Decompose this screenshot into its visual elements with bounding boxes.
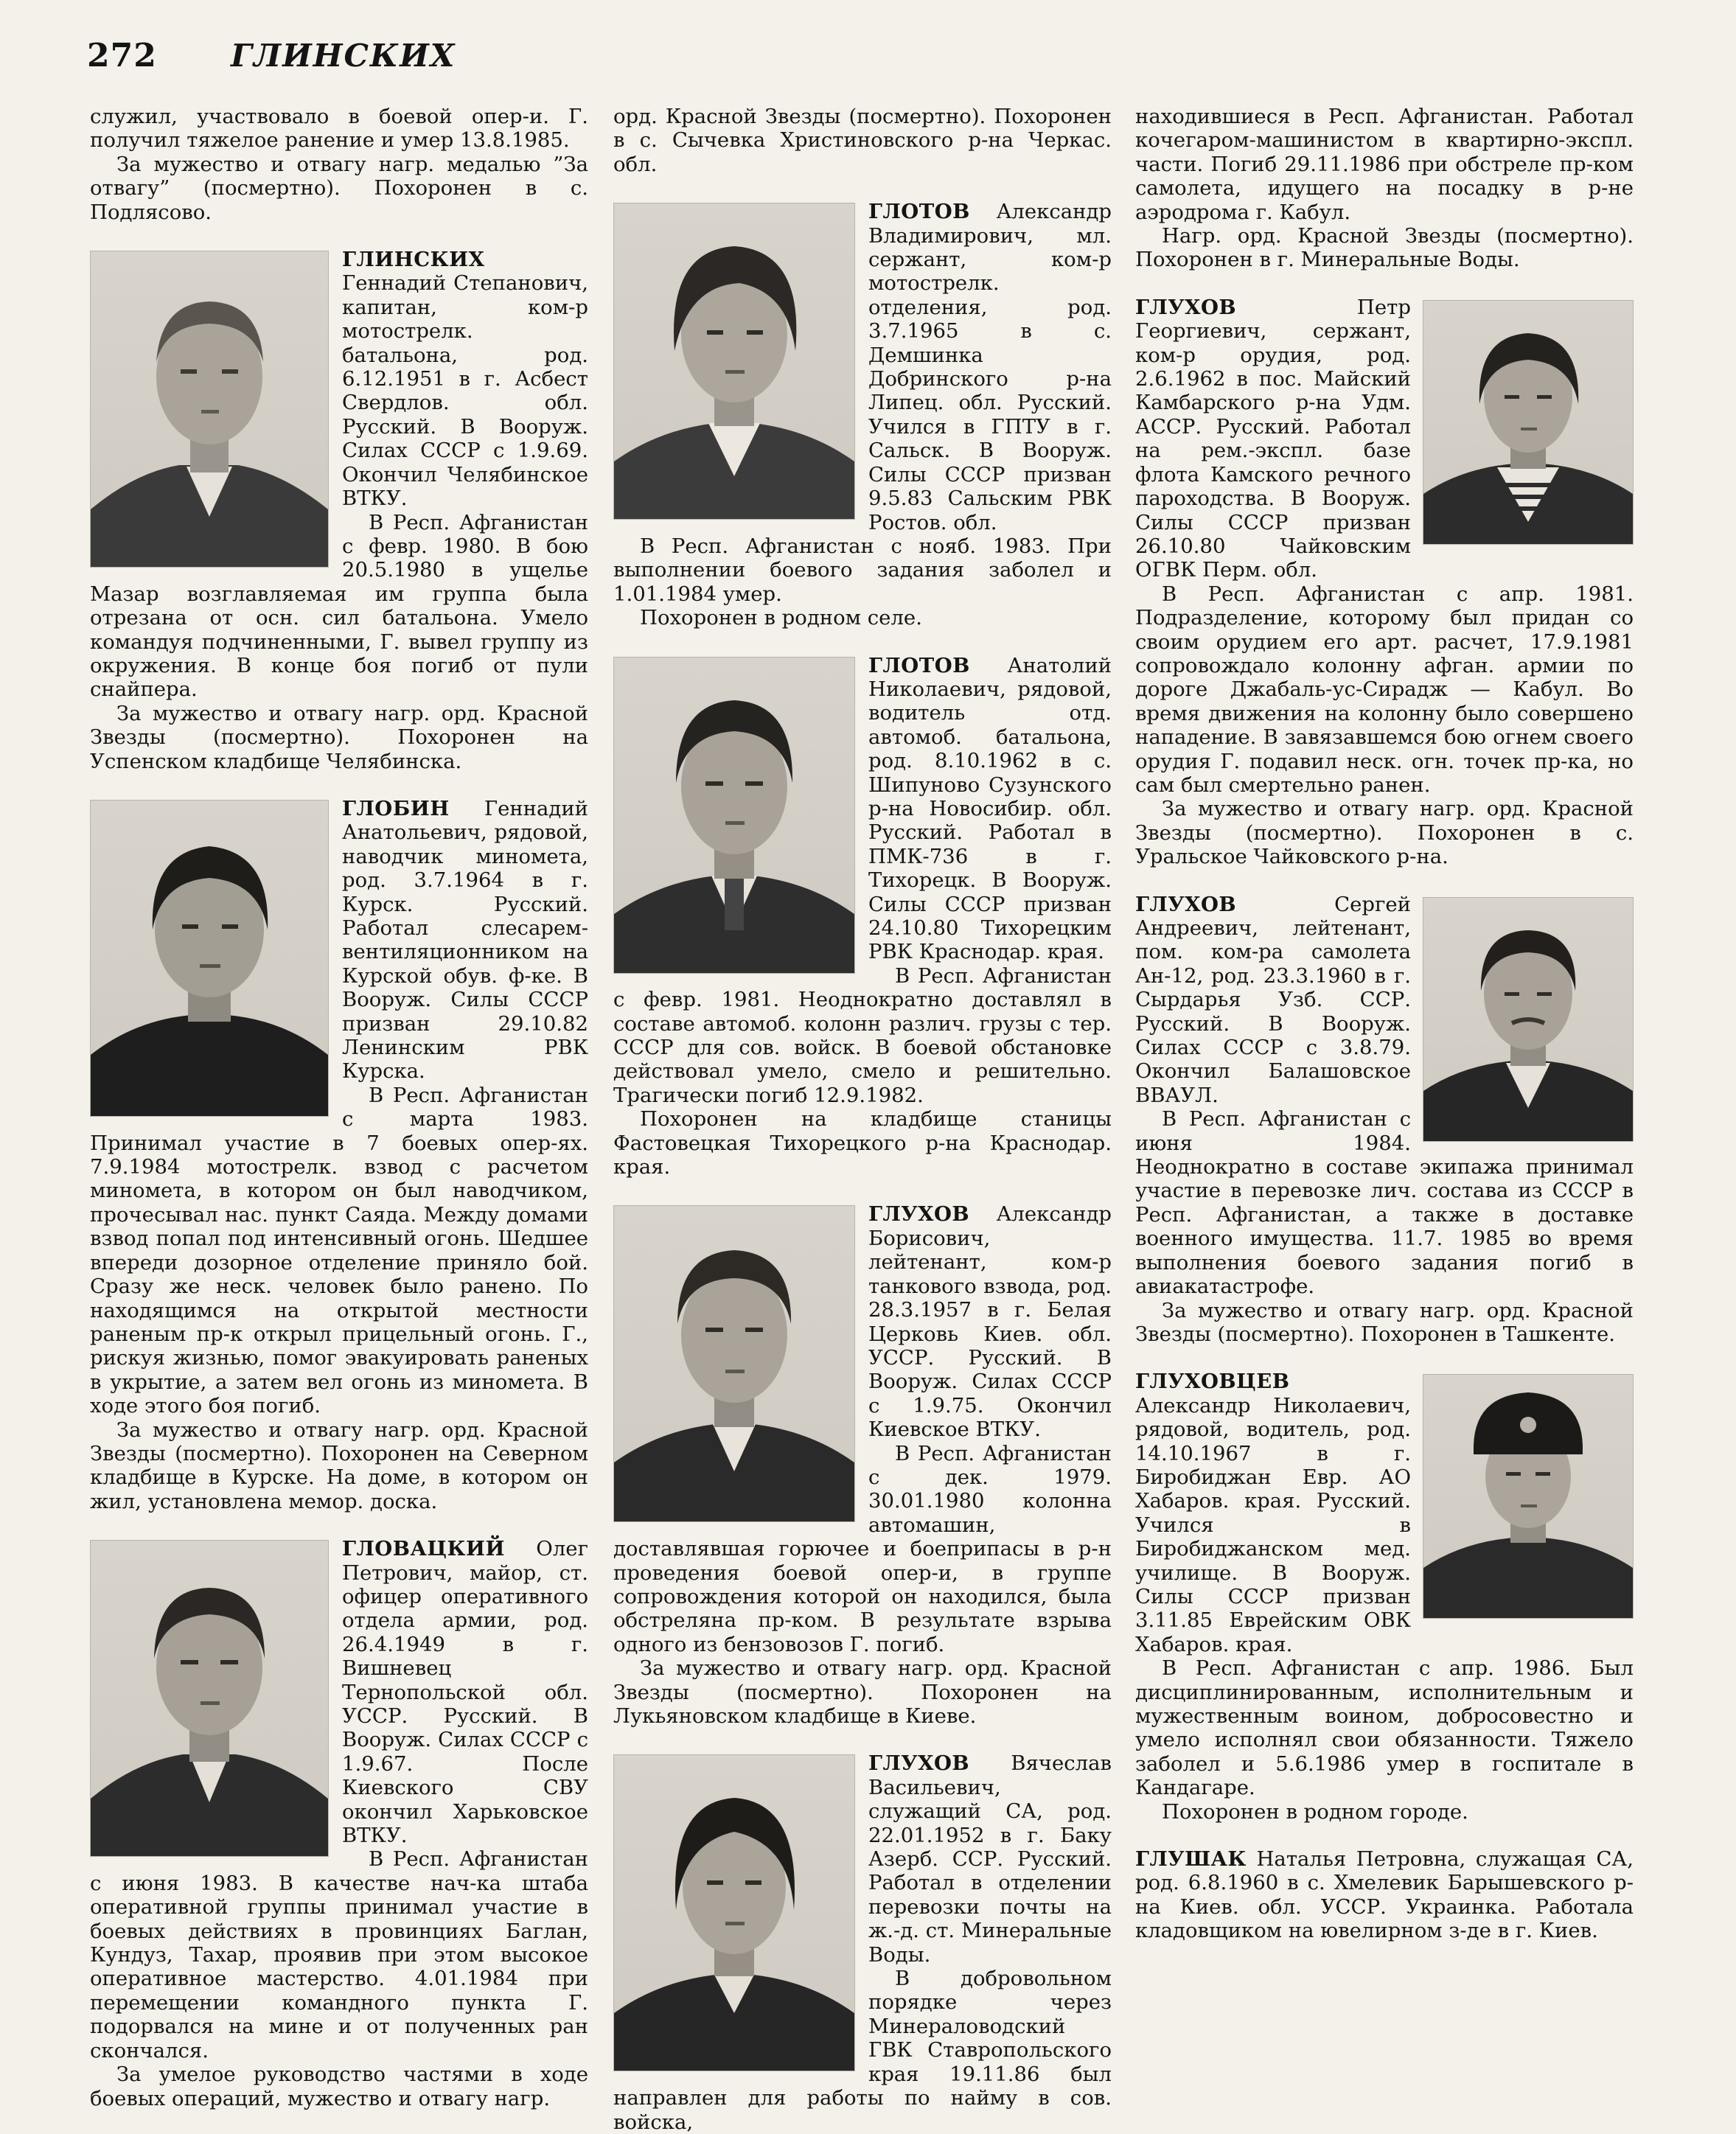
portrait-icon [1423,898,1633,1141]
entry-text: Александр Николаевич, рядовой, водитель, род. 14.10.1967 в г. Биробиджан Евр. АО Хабаров. края. Русский. Учился в Биробиджанском мед. училище. В Вооруж. Силы СССР призван 3.11.85 Еврейским ОВК Хабаров. края. [1135,1393,1411,1656]
entry-surname: ГЛУХОВ [1135,892,1237,916]
entry-text: Нагр. орд. Красной Звезды (посмертно). Похоронен в г. Минеральные Воды. [1135,224,1634,272]
entry-text: Александр Борисович, лейтенант, ком-р танкового взвода, род. 28.3.1957 в г. Белая Церковь Киев. обл. УССР. Русский. В Вооруж. Силах СССР с 1.9.75. Окончил Киевское ВТКУ. [868,1202,1112,1442]
page-header [87,37,456,81]
entry-glotov-alexander [613,200,1112,630]
entry-text: Наталья Петровна, служащая СА, род. 6.8.1960 в с. Хмелевик Барышевского р-на Киев. обл. УССР. Украинка. Работала кладовщиком на ювелирном з-де в г. Киев. [1135,1847,1634,1943]
entry-text: Похоронен в родном селе. [640,606,922,630]
entry-text: орд. Красной Звезды (посмертно). Похоронен в с. Сычевка Христиновского р-на Черкас. обл. [613,105,1112,176]
column-3 [1135,105,1634,1943]
portrait-icon [1423,1375,1633,1618]
portrait-icon [614,658,854,973]
entry-glushak [1135,1847,1634,1943]
entry-text: Похоронен в родном городе. [1162,1799,1468,1824]
entry-text: За мужество и отвагу нагр. орд. Красной Звезды (посмертно). Похоронен на Лукьяновском кладбище в Киеве. [613,1656,1112,1728]
entry-text: Похоронен на кладбище станицы Фастовецкая Тихорецкого р-на Краснодар. края. [613,1107,1112,1179]
entry-surname: ГЛУХОВ [1135,295,1237,319]
entry-text: Сергей Андреевич, лейтенант, пом. ком-ра самолета Ан-12, род. 23.3.1960 в г. Сырдарья Узб. ССР. Русский. В Вооруж. Силах СССР с 3.8.79. Окончил Балашовское ВВАУЛ. [1135,892,1411,1107]
entry-text: За умелое руководство частями в ходе боевых операций, мужество и отвагу нагр. [90,2062,588,2110]
portrait-photo [613,1205,855,1522]
portrait-photo [90,800,329,1117]
running-head: ГЛИНСКИХ [230,38,456,74]
entry-glukhov-sergey [1135,893,1634,1347]
entry-text: В Респ. Афганистан с июня 1984. Неоднократно в составе экипажа принимал участие в перевозке лич. состава из СССР в Респ. Афганистан, а также в доставке военного имущества. 11.7. 1985 во время выполнения боевого задания погиб в авиакатастрофе. [1135,1107,1634,1299]
entry-text: За мужество и отвагу нагр. медалью ”За отвагу” (посмертно). Похоронен в с. Подлясово. [90,152,588,224]
entry-continuation [1135,105,1634,272]
portrait-icon [91,1541,328,1856]
column-2 [613,105,1112,2134]
column-1 [90,105,588,2110]
entry-surname: ГЛУШАК [1135,1847,1247,1872]
entry-text: За мужество и отвагу нагр. орд. Красной Звезды (посмертно). Похоронен на Успенском кладбище Челябинска. [90,701,588,773]
portrait-photo [1423,1374,1634,1619]
entry-text: Вячеслав Васильевич, служащий СА, род. 22.01.1952 в г. Баку Азерб. ССР. Русский. Работал в отделении перевозки почты на ж.-д. ст. Минеральные Воды. [868,1751,1112,1967]
entry-text: В Респ. Афганистан с апр. 1986. Был дисциплинированным, исполнительным и мужественным воином, добросовестно и умело исполнял свои обязанности. Тяжело заболел и 5.6.1986 умер в госпитале в Кандагаре. [1135,1656,1634,1800]
entry-globin [90,797,588,1513]
portrait-photo [613,657,855,974]
entry-text: В Респ. Афганистан с апр. 1981. Подразделение, которому был придан со своим орудием его арт. расчет, 17.9.1981 сопровождало колонну афган. армии по дороге Джабаль-ус-Сирадж — Кабул. Во время движения на колонну было совершено нападение. В завязавшемся бою огнем своего орудия Г. подавил неск. огн. точек пр-ка, но сам был смертельно ранен. [1135,582,1634,797]
entry-surname: ГЛОТОВ [868,653,970,677]
entry-text: Александр Владимирович, мл. сержант, ком-р мотострелк. отделения, род. 3.7.1965 в с. Демшинка Добринского р-на Липец. обл. Русский. Учился в ГПТУ в г. Сальск. В Вооруж. Силы СССР призван 9.5.83 Сальским РВК Ростов. обл. [868,200,1112,534]
portrait-icon [614,1206,854,1521]
entry-surname: ГЛУХОВ [868,1202,970,1227]
entry-surname: ГЛИНСКИХ [342,248,485,272]
entry-text: В Респ. Афганистан с нояб. 1983. При выполнении боевого задания заболел и 1.01.1984 умер. [613,534,1112,606]
portrait-photo [1423,897,1634,1142]
entry-glukhovtsev [1135,1370,1634,1824]
portrait-photo [613,203,855,520]
entry-surname: ГЛУХОВЦЕВ [1135,1370,1290,1394]
entry-text: В добровольном порядке через Минераловодский ГВК Ставропольского края 19.11.86 был направлен для работы по найму в сов. войска, [613,1967,1112,2134]
entry-text: В Респ. Афганистан с июня 1983. В качестве нач-ка штаба оперативной группы принимал участие в боевых действиях в провинциях Баглан, Кундуз, Тахар, проявив при этом высокое оперативное мастерство. 4.01.1984 при перемещении командного пункта Г. подорвался на мине и от полученных ран скончался. [90,1847,588,2062]
entry-glotov-anatoly [613,654,1112,1179]
entry-surname: ГЛОБИН [342,796,450,820]
portrait-photo [613,1754,855,2071]
entry-glukhov-vyacheslav [613,1751,1112,2134]
entry-text: За мужество и отвагу нагр. орд. Красной Звезды (посмертно). Похоронен в с. Уральское Чайковского р-на. [1135,797,1634,869]
entry-glukhov-alexander [613,1202,1112,1728]
entry-text: Петр Георгиевич, сержант, ком-р орудия, род. 2.6.1962 в пос. Майский Камбарского р-на Удм. АССР. Русский. Работал на рем.-экспл. базе флота Камского речного пароходства. В Вооруж. Силы СССР призван 26.10.80 Чайковским ОГВК Перм. обл. [1135,295,1411,582]
entry-text: Геннадий Степанович, капитан, ком-р мотострелк. батальона, род. 6.12.1951 в г. Асбест Свердлов. обл. Русский. В Вооруж. Силах СССР с 1.9.69. Окончил Челябинское ВТКУ. [342,271,588,511]
entry-text: За мужество и отвагу нагр. орд. Красной Звезды (посмертно). Похоронен на Северном кладбище в Курске. На доме, в котором он жил, установлена мемор. доска. [90,1418,588,1513]
entry-surname: ГЛУХОВ [868,1751,970,1776]
portrait-icon [91,251,328,567]
entry-text: В Респ. Афганистан с февр. 1981. Неоднократно доставлял в составе автомоб. колонн различ. грузы с тер. СССР для сов. войск. В боевой обстановке действовал умело, смело и решительно. Трагически погиб 12.9.1982. [613,963,1112,1107]
entry-text: В Респ. Афганистан с дек. 1979. 30.01.1980 колонна автомашин, доставлявшая горючее и боеприпасы в р-н проведения боевой опер-и, в группе сопровождения которой он находился, была обстреляна пр-ком. В результате взрыва одного из бензовозов Г. погиб. [613,1441,1112,1656]
entry-text: служил, участвовало в боевой опер-и. Г. получил тяжелое ранение и умер 13.8.1985. [90,105,588,153]
entry-surname: ГЛОВАЦКИЙ [342,1537,505,1561]
entry-continuation [90,105,588,224]
portrait-photo [90,1540,329,1857]
page-number: 272 [87,37,157,74]
entry-surname: ГЛОТОВ [868,200,970,224]
portrait-icon [614,1755,854,2071]
portrait-icon [91,801,328,1116]
portrait-photo [90,251,329,568]
entry-text: Олег Петрович, майор, ст. офицер оперативного отдела армии, род. 26.4.1949 в г. Вишневец Тернопольской обл. УССР. Русский. В Вооруж. Силах СССР с 1.9.67. После Киевского СВУ окончил Харьковское ВТКУ. [342,1537,588,1848]
entry-text: В Респ. Афганистан с февр. 1980. В бою 20.5.1980 в ущелье Мазар возглавляемая им группа была отрезана от осн. сил батальона. Умело командуя подчиненными, Г. вывел группу из окружения. В конце боя погиб от пули снайпера. [90,510,588,702]
portrait-icon [1423,301,1633,544]
entry-text: Анатолий Николаевич, рядовой, водитель отд. автомоб. батальона, род. 8.10.1962 в с. Шипуново Сузунского р-на Новосибир. обл. Русский. Работал в ПМК-736 в г. Тихорецк. В Вооруж. Силы СССР призван 24.10.80 Тихорецким РВК Краснодар. края. [868,653,1112,964]
portrait-photo [1423,300,1634,545]
entry-text: находившиеся в Респ. Афганистан. Работал кочегаром-машинистом в квартирно-экспл. части. Погиб 29.11.1986 при обстреле пр-ком самолета, идущего на посадку в р-не аэродрома г. Кабул. [1135,105,1634,224]
entry-text: Геннадий Анатольевич, рядовой, наводчик миномета, род. 3.7.1964 в г. Курск. Русский. Работал слесарем-вентиляционником на Курской обув. ф-ке. В Вооруж. Силы СССР призван 29.10.82 Ленинским РВК Курска. [342,796,588,1084]
portrait-icon [614,203,854,519]
entry-glinskikh [90,248,588,773]
entry-glovatsky [90,1537,588,2110]
entry-glukhov-petr [1135,296,1634,869]
entry-text: В Респ. Афганистан с марта 1983. Принимал участие в 7 боевых опер-ях. 7.9.1984 мотострелк. взвод с расчетом миномета, в котором он был наводчиком, прочесывал нас. пункт Саяда. Между домами взвод попал под интенсивный огонь. Шедшее впереди дозорное отделение приняло бой. Сразу же неск. человек было ранено. По находящимся на открытой местности раненым пр-к открыл прицельный огонь. Г., рискуя жизнью, помог эвакуировать раненых в укрытие, а затем вел огонь из миномета. В ходе этого боя погиб. [90,1083,588,1418]
entry-text: За мужество и отвагу нагр. орд. Красной Звезды (посмертно). Похоронен в Ташкенте. [1135,1298,1634,1346]
entry-continuation [613,105,1112,176]
